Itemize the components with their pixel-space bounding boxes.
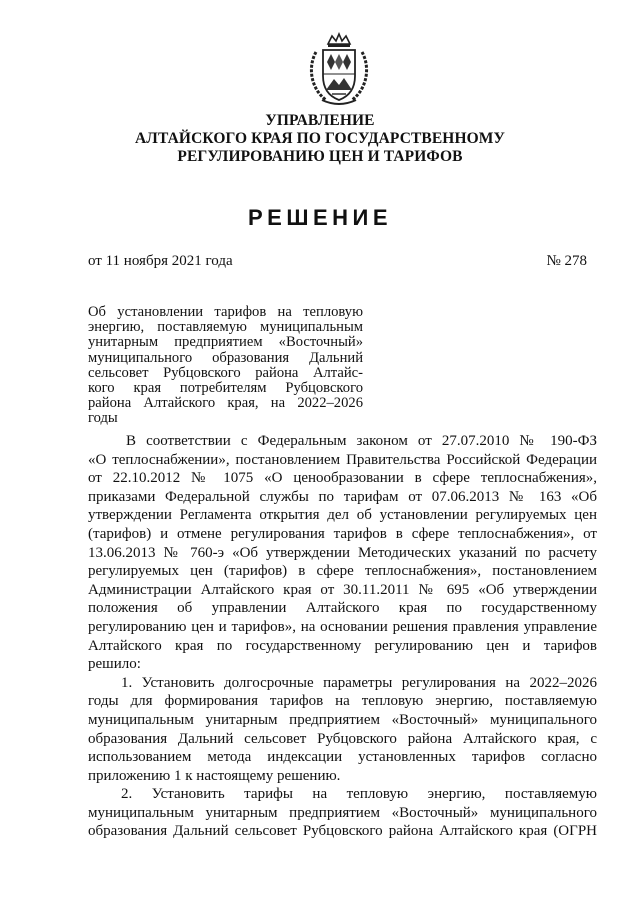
body-line: 13.06.2013 № 760-э «Об утверждении Методических указаний по расчету xyxy=(88,544,597,561)
subject-line: унитарным предприятием «Восточный» xyxy=(88,334,363,351)
organization-line-2: АЛТАЙСКОГО КРАЯ ПО ГОСУДАРСТВЕННОМУ xyxy=(135,130,505,147)
body-line: Алтайского края по государственному регулированию цен и тарифов xyxy=(88,637,597,654)
subject-line: муниципального образования Дальний xyxy=(88,349,363,366)
body-line: утверждении Регламента открытия дел об установлении регулируемых цен xyxy=(88,507,597,524)
subject-line: Об установлении тарифов на тепловую xyxy=(88,304,363,320)
body-line: приказами Федеральной службы по тарифам от 07.06.2013 № 163 «Об xyxy=(88,488,597,505)
body-line: регулированию цен и тарифов», на основании решения правления управление xyxy=(88,618,597,635)
body-line: В соответствии с Федеральным законом от 27.07.2010 № 190-ФЗ xyxy=(126,433,597,449)
subject-line: энергию, поставляемую муниципальным xyxy=(88,319,363,336)
body-line: муниципальным унитарным предприятием «Восточный» муниципального xyxy=(88,711,597,728)
document-type-heading: РЕШЕНИЕ xyxy=(247,205,392,230)
document-body xyxy=(88,432,597,841)
body-line: образования Дальний сельсовет Рубцовского района Алтайского края, с xyxy=(88,730,597,747)
body-line: использованием метода индексации установленных тарифов согласно xyxy=(88,749,597,766)
subject-line: годы xyxy=(88,410,118,427)
organization-line-1: УПРАВЛЕНИЕ xyxy=(265,112,375,129)
body-line: регулируемых цен (тарифов) в сфере теплоснабжения», постановлением xyxy=(88,563,597,580)
subject-line: кого края потребителям Рубцовского xyxy=(88,380,363,397)
body-line: решило: xyxy=(88,656,141,673)
body-line: «О теплоснабжении», постановлением Правительства Российской Федерации xyxy=(88,451,597,468)
body-line: Администрации Алтайского края от 30.11.2011 № 695 «Об утверждении xyxy=(88,581,597,598)
body-line: образования Дальний сельсовет Рубцовского района Алтайского края (ОГРН xyxy=(88,823,597,840)
body-line: 1. Установить долгосрочные параметры регулирования на 2022–2026 xyxy=(121,674,597,691)
body-line: годы для формирования тарифов на тепловую энергию, поставляемую xyxy=(88,693,597,710)
body-line: (тарифов) и отмене регулирования тарифов в сфере теплоснабжения», от xyxy=(88,525,597,542)
body-line: приложению 1 к настоящему решению. xyxy=(88,767,341,784)
body-line: муниципальным унитарным предприятием «Восточный» муниципального xyxy=(88,804,597,821)
body-line: положения об управлении Алтайского края по государственному xyxy=(88,600,597,617)
document-subject xyxy=(88,305,363,427)
body-line: 2. Установить тарифы на тепловую энергию, поставляемую xyxy=(121,786,597,803)
subject-line: сельсовет Рубцовского района Алтайс- xyxy=(88,364,363,381)
organization-line-3: РЕГУЛИРОВАНИЮ ЦЕН И ТАРИФОВ xyxy=(177,148,463,165)
document-number: № 278 xyxy=(546,253,587,269)
body-line: от 22.10.2012 № 1075 «О ценообразовании в сфере теплоснабжения», xyxy=(88,470,597,487)
subject-line: района Алтайского края, на 2022–2026 xyxy=(88,395,363,412)
altai-krai-coat-of-arms-icon xyxy=(302,32,376,110)
document-date: от 11 ноября 2021 года xyxy=(88,253,233,269)
